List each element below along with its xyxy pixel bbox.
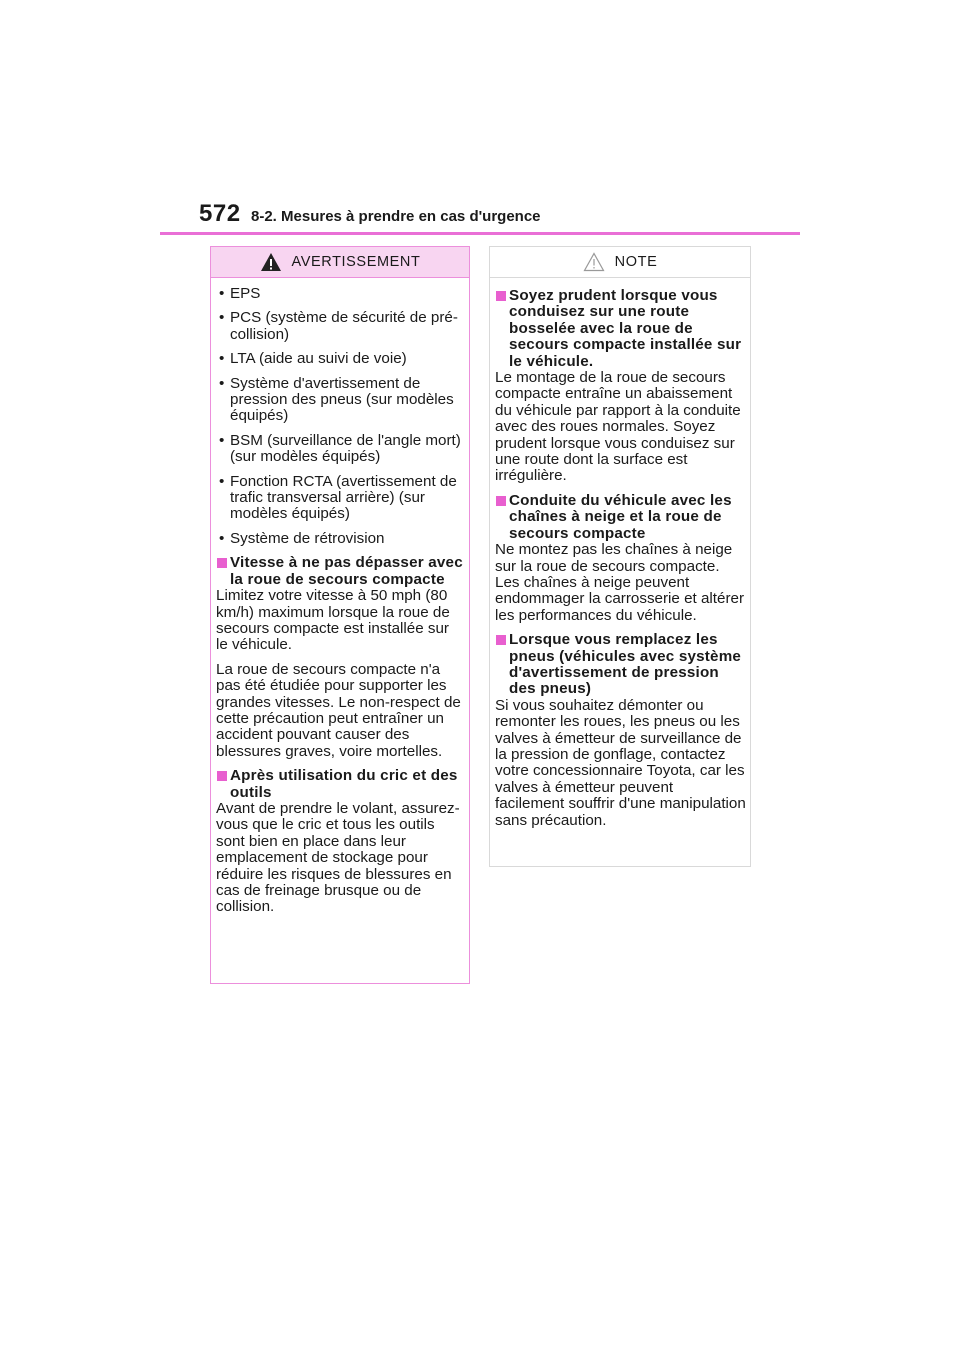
heading-text: Lorsque vous remplacez les pneus (véhicules avec système d'avertissement de pression des pneus) [509, 631, 742, 698]
caution-triangle-outline-icon [583, 252, 605, 272]
heading-text: Après utilisation du cric et des outils [230, 767, 458, 801]
list-item: • LTA (aide au suivi de voie) [216, 351, 465, 367]
list-item: • Système de rétrovision [216, 531, 465, 547]
square-bullet-icon [217, 558, 227, 568]
note-title: NOTE [614, 253, 658, 270]
paragraph: Limitez votre vitesse à 50 mph (80 km/h) maximum lorsque la roue de secours compacte est installée sur le véhicule. [216, 587, 450, 654]
section-heading [216, 768, 465, 801]
square-bullet-icon [496, 635, 506, 645]
section-title: 8-2. Mesures à prendre en cas d'urgence [251, 208, 541, 225]
note-box [489, 246, 751, 867]
warning-content [211, 278, 469, 916]
note-content [490, 278, 750, 829]
paragraph: Ne montez pas les chaînes à neige sur la roue de secours compacte. Les chaînes à neige peuvent endommager la carrosserie et altérer les performances du véhicule. [495, 541, 745, 624]
warning-header [211, 247, 469, 278]
section-heading [495, 632, 746, 698]
square-bullet-icon [217, 771, 227, 781]
section-heading [495, 493, 746, 542]
warning-triangle-icon [260, 252, 282, 272]
page-number: 572 [199, 200, 241, 227]
note-header [490, 247, 750, 278]
heading-text: Soyez prudent lorsque vous conduisez sur une route bosselée avec la roue de secours compacte installée sur le véhicule. [509, 287, 742, 370]
paragraph: Le montage de la roue de secours compacte entraîne un abaissement du véhicule par rapport à la conduite avec des roues normales. Soyez prudent lorsque vous conduisez sur une route dont la surface est irrégulière. [495, 369, 741, 485]
header-divider [160, 232, 800, 235]
section-heading [495, 288, 746, 370]
square-bullet-icon [496, 291, 506, 301]
heading-text: Vitesse à ne pas dépasser avec la roue de secours compacte [230, 554, 463, 588]
section-heading [216, 555, 465, 588]
paragraph: La roue de secours compacte n'a pas été étudiée pour supporter les grandes vitesses. Le non-respect de cette précaution peut entraîner un accident pouvant causer des blessures graves, voire mortelles. [216, 660, 461, 760]
list-item: • EPS [216, 286, 465, 302]
warning-title: AVERTISSEMENT [291, 253, 421, 270]
list-item: • BSM (surveillance de l'angle mort) (sur modèles équipés) [216, 433, 465, 466]
list-item: • PCS (système de sécurité de pré-collision) [216, 310, 465, 343]
list-item: • Fonction RCTA (avertissement de trafic transversal arrière) (sur modèles équipés) [216, 474, 465, 523]
heading-text: Conduite du véhicule avec les chaînes à neige et la roue de secours compacte [509, 491, 732, 542]
square-bullet-icon [496, 496, 506, 506]
paragraph: Si vous souhaitez démonter ou remonter les roues, les pneus ou les valves à émetteur de surveillance de la pression de gonflage, contactez votre concessionnaire Toyota, car les valves à émetteur peuvent facilement souffrir d'une manipulation sans précaution. [495, 696, 746, 829]
list-item: • Système d'avertissement de pression des pneus (sur modèles équipés) [216, 376, 465, 425]
warning-box [210, 246, 470, 984]
paragraph: Avant de prendre le volant, assurez-vous que le cric et tous les outils sont bien en place dans leur emplacement de stockage pour réduire les risques de blessures en cas de freinage brusque ou de collision. [216, 799, 460, 916]
